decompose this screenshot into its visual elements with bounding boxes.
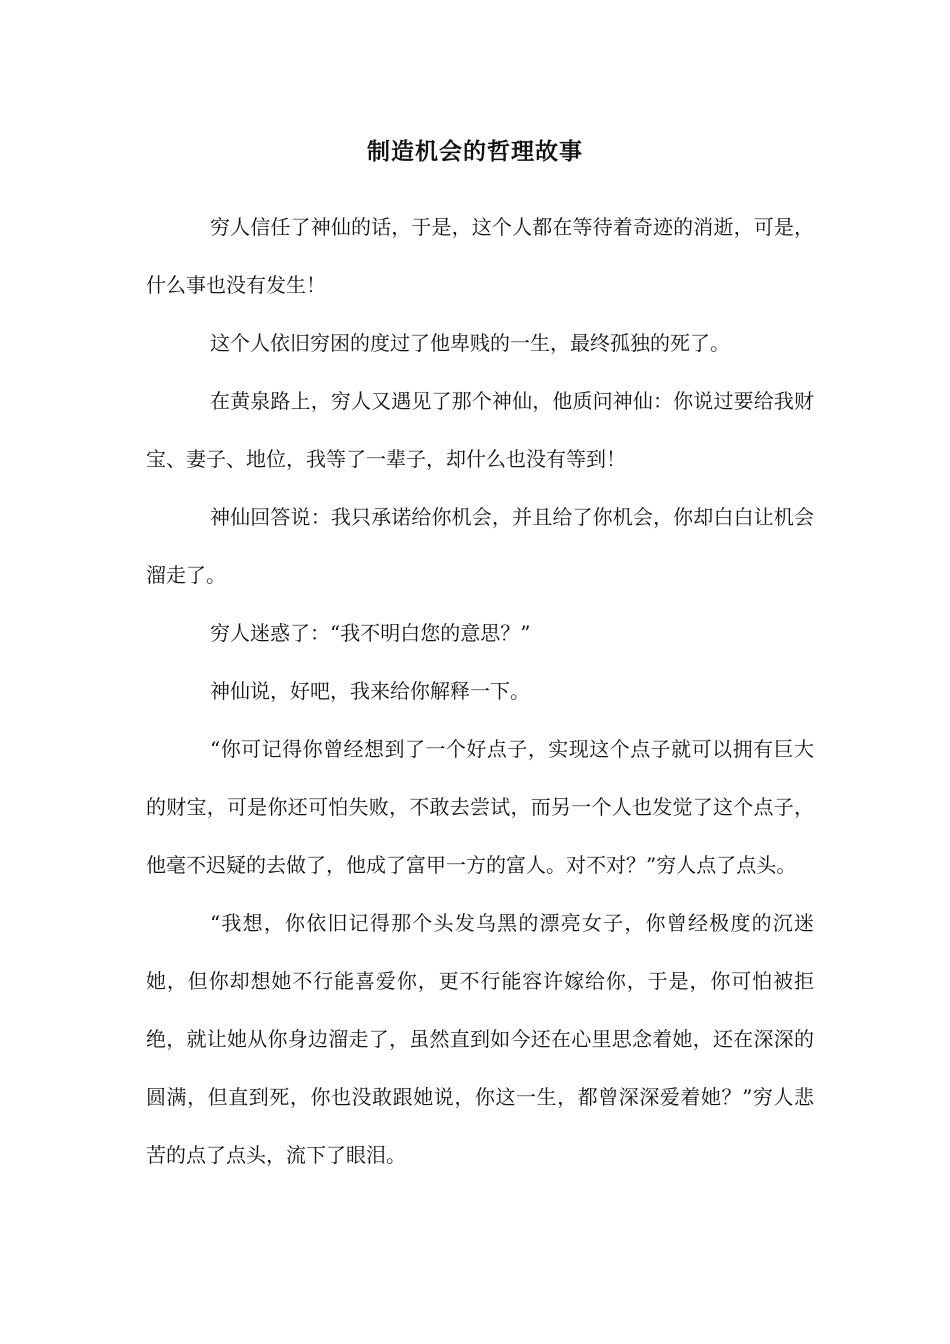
paragraph-2: 这个人依旧穷困的度过了他卑贱的一生，最终孤独的死了。 bbox=[210, 331, 730, 355]
document-title: 制造机会的哲理故事 bbox=[367, 138, 583, 165]
paragraph-3: 在黄泉路上，穷人又遇见了那个神仙，他质问神仙：你说过要给我财宝、妻子、地位，我等了一辈子，却什么也没有等到！ bbox=[146, 389, 814, 471]
paragraph-7: “你可记得你曾经想到了一个好点子，实现这个点子就可以拥有巨大的财宝，可是你还可怕失败，不敢去尝试，而另一个人也发觉了这个点子，他毫不迟疑的去做了，他成了富甲一方的富人。对不对？”穷人点了点头。 bbox=[146, 737, 814, 877]
document-body bbox=[146, 198, 814, 1184]
paragraph-8: “我想，你依旧记得那个头发乌黑的漂亮女子，你曾经极度的沉迷她，但你却想她不行能喜爱你，更不行能容许嫁给你，于是，你可怕被拒绝，就让她从你身边溜走了，虽然直到如今还在心里思念着她，还在深深的圆满，但直到死，你也没敢跟她说，你这一生，都曾深深爱着她？”穷人悲苦的点了点头，流下了眼泪。 bbox=[146, 911, 814, 1167]
paragraph-4: 神仙回答说：我只承诺给你机会，并且给了你机会，你却白白让机会溜走了。 bbox=[146, 505, 814, 587]
paragraph-5: 穷人迷惑了：“我不明白您的意思？” bbox=[210, 621, 531, 645]
paragraph-1: 穷人信任了神仙的话，于是，这个人都在等待着奇迹的消逝，可是，什么事也没有发生！ bbox=[146, 215, 814, 297]
paragraph-6: 神仙说，好吧，我来给你解释一下。 bbox=[210, 679, 530, 703]
